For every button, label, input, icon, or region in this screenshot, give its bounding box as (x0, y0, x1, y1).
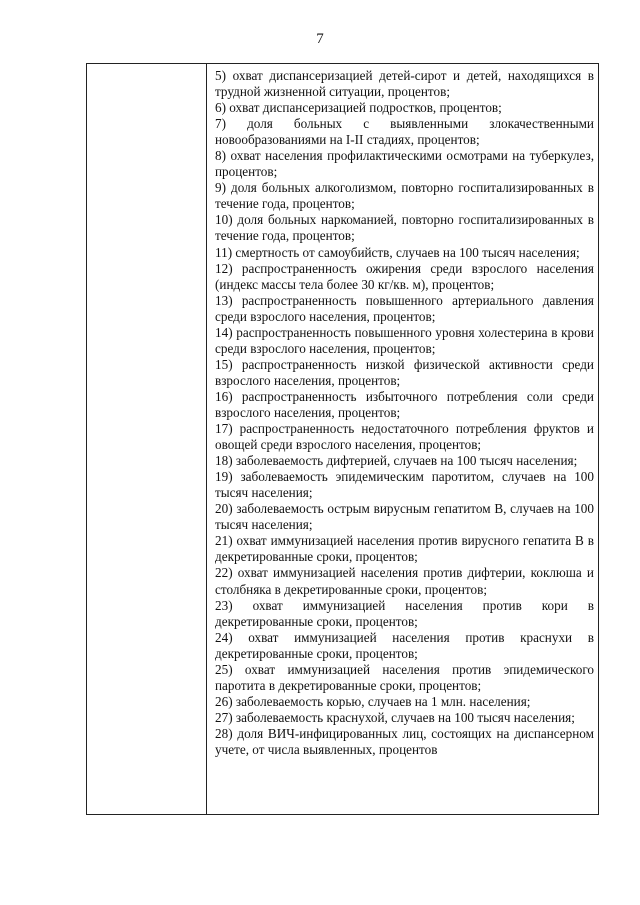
list-item: 23) охват иммунизацией населения против кори в декретированные сроки, процентов; (215, 597, 594, 629)
list-item: 22) охват иммунизацией населения против дифтерии, коклюша и столбняка в декретированные сроки, процентов; (215, 565, 594, 597)
list-item: 15) распространенность низкой физической активности среди взрослого населения, процентов; (215, 356, 594, 388)
list-item: 24) охват иммунизацией населения против краснухи в декретированные сроки, процентов; (215, 629, 594, 661)
list-item: 8) охват населения профилактическими осмотрами на туберкулез, процентов; (215, 148, 594, 180)
list-item: 18) заболеваемость дифтерией, случаев на 100 тысяч населения; (215, 453, 578, 469)
list-item: 12) распространенность ожирения среди взрослого населения (индекс массы тела более 30 кг/кв. м), процентов; (215, 260, 594, 292)
list-item: 27) заболеваемость краснухой, случаев на 100 тысяч населения; (215, 709, 575, 725)
list-item: 13) распространенность повышенного артериального давления среди взрослого населения, процентов; (215, 292, 594, 324)
list-item: 25) охват иммунизацией населения против эпидемического паротита в декретированные сроки, процентов; (215, 661, 594, 693)
list-item: 21) охват иммунизацией населения против вирусного гепатита В в декретированные сроки, процентов; (215, 533, 594, 565)
list-item: 14) распространенность повышенного уровня холестерина в крови среди взрослого населения, процентов; (215, 324, 594, 356)
list-item: 6) охват диспансеризацией подростков, процентов; (215, 100, 502, 116)
document-table (86, 63, 599, 815)
list-item: 10) доля больных наркоманией, повторно госпитализированных в течение года, процентов; (215, 212, 594, 244)
table-right-column (207, 64, 598, 814)
page-number: 7 (316, 31, 324, 47)
list-item: 7) доля больных с выявленными злокачественными новообразованиями на I-II стадиях, процентов; (215, 116, 594, 148)
list-item: 9) доля больных алкоголизмом, повторно госпитализированных в течение года, процентов; (215, 180, 594, 212)
table-left-column (87, 64, 207, 814)
list-item: 19) заболеваемость эпидемическим паротитом, случаев на 100 тысяч населения; (215, 469, 594, 501)
list-item: 16) распространенность избыточного потребления соли среди взрослого населения, процентов; (215, 388, 594, 420)
list-item: 26) заболеваемость корью, случаев на 1 млн. населения; (215, 693, 531, 709)
list-item: 17) распространенность недостаточного потребления фруктов и овощей среди взрослого населения, процентов; (215, 421, 594, 453)
list-item: 11) смертность от самоубийств, случаев на 100 тысяч населения; (215, 244, 580, 260)
list-item: 5) охват диспансеризацией детей-сирот и детей, находящихся в трудной жизненной ситуации, процентов; (215, 68, 594, 100)
list-item: 28) доля ВИЧ-инфицированных лиц, состоящих на диспансерном учете, от числа выявленных, процентов (215, 725, 594, 757)
list-item: 20) заболеваемость острым вирусным гепатитом В, случаев на 100 тысяч населения; (215, 501, 594, 533)
